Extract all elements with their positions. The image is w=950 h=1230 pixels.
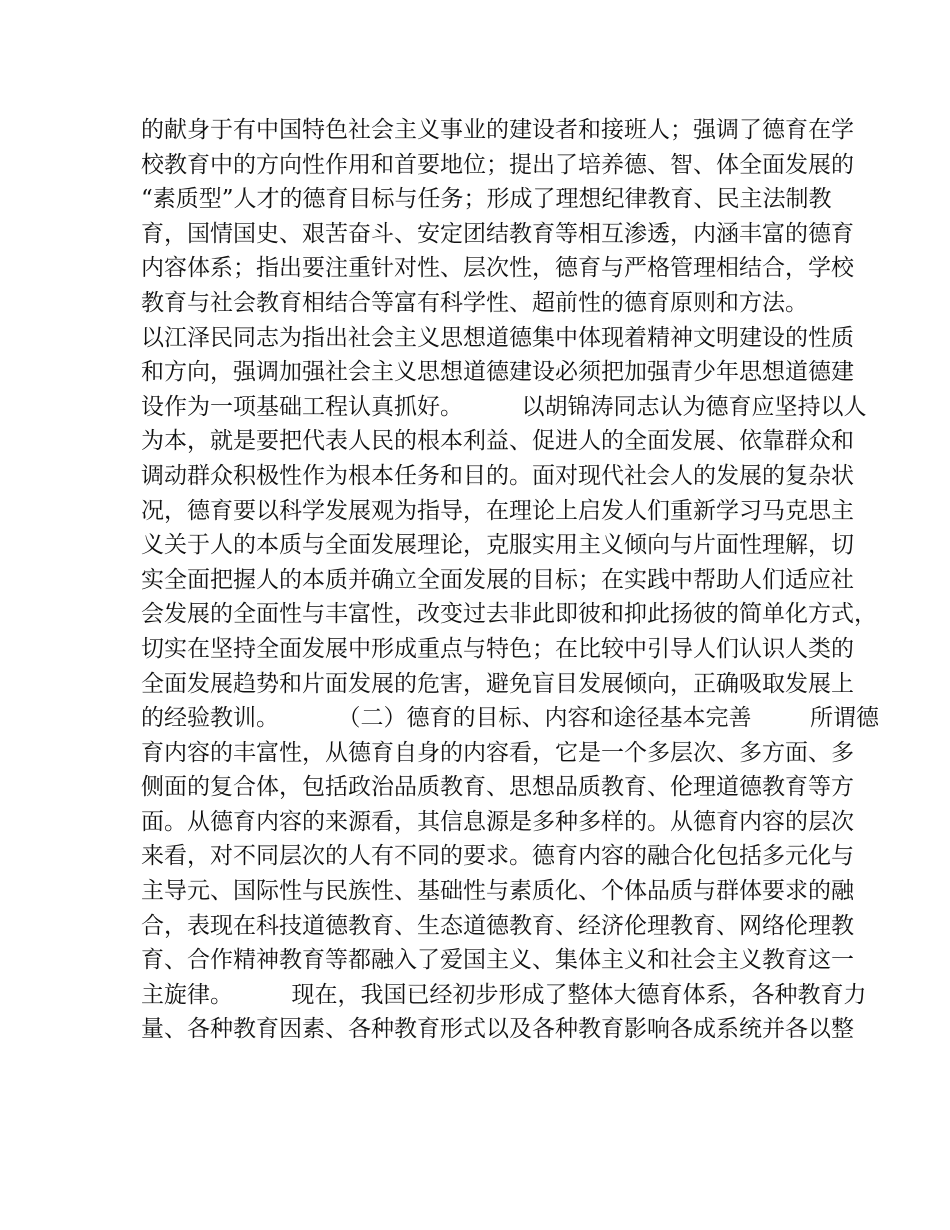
body-text — [141, 113, 879, 1047]
text-line: 侧面的复合体，包括政治品质教育、思想品质教育、伦理道德教育等方 — [141, 774, 854, 801]
text-line: 来看，对不同层次的人有不同的要求。德育内容的融合化包括多元化与 — [141, 843, 854, 870]
text-line: 和方向，强调加强社会主义思想道德建设必须把加强青少年思想道德建 — [141, 359, 854, 386]
text-line: 的经验教训。 （二）德育的目标、内容和途径基本完善 所谓德 — [141, 705, 879, 732]
text-line: 设作为一项基础工程认真抓好。 以胡锦涛同志认为德育应坚持以人 — [141, 393, 867, 420]
text-line: 以江泽民同志为指出社会主义思想道德集中体现着精神文明建设的性质 — [141, 324, 854, 351]
text-line: 育，国情国史、艰苦奋斗、安定团结教育等相互渗透，内涵丰富的德育 — [141, 220, 854, 247]
text-line: 义关于人的本质与全面发展理论，克服实用主义倾向与片面性理解，切 — [141, 532, 854, 559]
text-line: 校教育中的方向性作用和首要地位；提出了培养德、智、体全面发展的 — [141, 151, 854, 178]
text-line: 会发展的全面性与丰富性，改变过去非此即彼和抑此扬彼的简单化方式， — [141, 601, 877, 628]
text-line: 教育与社会教育相结合等富有科学性、超前性的德育原则和方法。 — [141, 289, 808, 316]
text-line: 育、合作精神教育等都融入了爱国主义、集体主义和社会主义教育这一 — [141, 947, 854, 974]
text-line: 内容体系；指出要注重针对性、层次性，德育与严格管理相结合，学校 — [141, 255, 854, 282]
text-line: 切实在坚持全面发展中形成重点与特色；在比较中引导人们认识人类的 — [141, 635, 854, 662]
text-line: 主旋律。 现在，我国已经初步形成了整体大德育体系，各种教育力 — [141, 981, 867, 1008]
text-line: 的献身于有中国特色社会主义事业的建设者和接班人；强调了德育在学 — [141, 117, 854, 143]
text-line: 合，表现在科技道德教育、生态道德教育、经济伦理教育、网络伦理教 — [141, 912, 854, 939]
text-line: 主导元、国际性与民族性、基础性与素质化、个体品质与群体要求的融 — [141, 878, 854, 905]
text-line: 调动群众积极性作为根本任务和目的。面对现代社会人的发展的复杂状 — [141, 462, 854, 489]
text-line: 面。从德育内容的来源看，其信息源是多种多样的。从德育内容的层次 — [141, 808, 854, 835]
text-line: 量、各种教育因素、各种教育形式以及各种教育影响各成系统并各以整 — [141, 1016, 854, 1043]
text-line: “素质型”人才的德育目标与任务；形成了理想纪律教育、民主法制教 — [141, 186, 832, 213]
text-line: 况，德育要以科学发展观为指导，在理论上启发人们重新学习马克思主 — [141, 497, 854, 524]
text-line: 育内容的丰富性，从德育自身的内容看，它是一个多层次、多方面、多 — [141, 739, 854, 766]
text-line: 为本，就是要把代表人民的根本利益、促进人的全面发展、依靠群众和 — [141, 428, 854, 455]
text-line: 全面发展趋势和片面发展的危害，避免盲目发展倾向，正确吸取发展上 — [141, 670, 854, 697]
text-line: 实全面把握人的本质并确立全面发展的目标；在实践中帮助人们适应社 — [141, 566, 854, 593]
